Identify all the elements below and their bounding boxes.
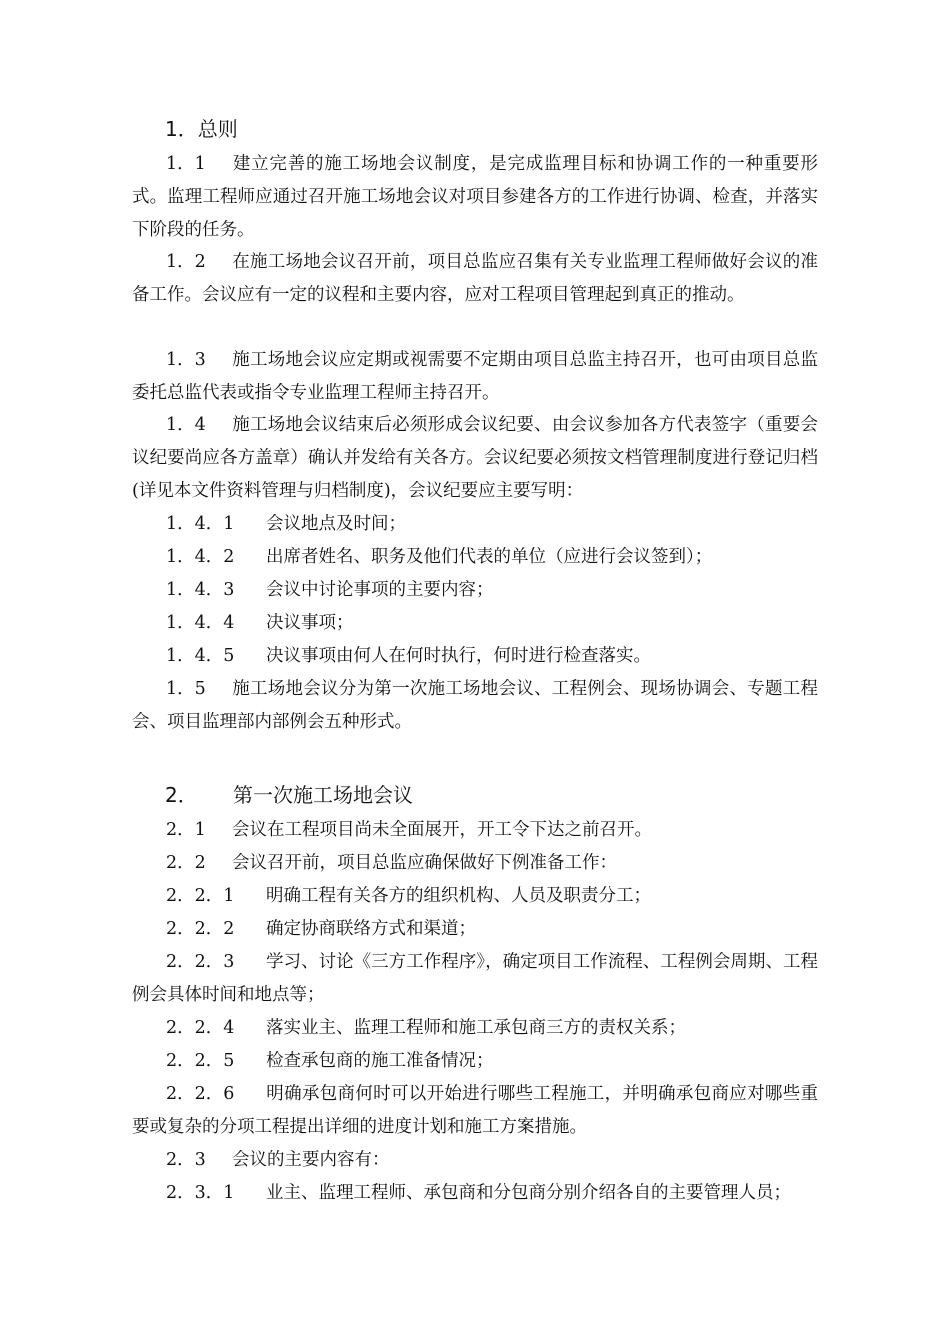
clause-number: 1．4．5	[166, 646, 235, 666]
clause-text: 建立完善的施工场地会议制度，是完成监理目标和协调工作的一种重要形式。监理工程师应通过召开施工场地会议对项目参建各方的工作进行协调、检查，并落实下阶段的任务。	[132, 154, 818, 240]
paragraph-2-2	[132, 847, 818, 880]
paragraph-1-4-3	[132, 574, 818, 607]
clause-number: 1．1	[166, 154, 206, 174]
clause-number: 1．4．2	[166, 547, 235, 567]
clause-text: 会议地点及时间；	[266, 514, 406, 534]
paragraph-1-4	[132, 409, 818, 508]
clause-text: 检查承包商的施工准备情况；	[266, 1051, 494, 1071]
section-title: 总则	[197, 117, 238, 141]
paragraph-2-2-6	[132, 1078, 818, 1144]
clause-text: 学习、讨论《三方工作程序》，确定项目工作流程、工程例会周期、工程例会具体时间和地点等；	[132, 952, 818, 1005]
clause-text: 在施工场地会议召开前，项目总监应召集有关专业监理工程师做好会议的准备工作。会议应有一定的议程和主要内容，应对工程项目管理起到真正的推动。	[132, 252, 818, 305]
clause-number: 2．2．6	[166, 1084, 235, 1104]
clause-number: 2．2．5	[166, 1051, 235, 1071]
paragraph-1-4-1	[132, 508, 818, 541]
clause-number: 2．3．1	[166, 1183, 235, 1203]
paragraph-1-4-2	[132, 541, 818, 574]
clause-text: 施工场地会议分为第一次施工场地会议、工程例会、现场协调会、专题工程会、项目监理部内部例会五种形式。	[132, 679, 818, 732]
paragraph-1-3	[132, 344, 818, 410]
paragraph-2-1	[132, 814, 818, 847]
clause-number: 1．4．3	[166, 580, 235, 600]
paragraph-1-5	[132, 673, 818, 739]
clause-text: 决议事项；	[266, 613, 354, 633]
paragraph-1-2	[132, 246, 818, 312]
paragraph-2-2-4	[132, 1012, 818, 1045]
paragraph-2-3	[132, 1144, 818, 1177]
clause-number: 1．2	[166, 252, 206, 272]
paragraph-1-4-4	[132, 607, 818, 640]
paragraph-2-2-2	[132, 913, 818, 946]
paragraph-2-2-5	[132, 1045, 818, 1078]
clause-number: 1．3	[166, 350, 206, 370]
clause-text: 明确工程有关各方的组织机构、人员及职责分工；	[266, 886, 651, 906]
paragraph-2-3-1	[132, 1177, 818, 1210]
clause-number: 2．2	[166, 853, 206, 873]
clause-number: 1．4．1	[166, 514, 235, 534]
clause-number: 2．3	[166, 1150, 206, 1170]
section-heading-1	[165, 116, 238, 142]
clause-text: 会议的主要内容有：	[232, 1150, 390, 1170]
clause-number: 2．2．3	[166, 952, 235, 972]
clause-number: 2．2．2	[166, 919, 235, 939]
clause-text: 出席者姓名、职务及他们代表的单位（应进行会议签到）；	[266, 547, 713, 567]
section-number: 1．	[165, 117, 198, 141]
clause-number: 2．1	[166, 820, 206, 840]
section-number: 2．	[165, 783, 198, 807]
clause-text: 施工场地会议应定期或视需要不定期由项目总监主持召开，也可由项目总监委托总监代表或指令专业监理工程师主持召开。	[132, 350, 818, 403]
section-title: 第一次施工场地会议	[233, 783, 413, 807]
paragraph-1-1	[132, 148, 818, 247]
clause-text: 业主、监理工程师、承包商和分包商分别介绍各自的主要管理人员；	[266, 1183, 791, 1203]
clause-number: 1．5	[166, 679, 206, 699]
clause-number: 2．2．1	[166, 886, 235, 906]
paragraph-2-2-1	[132, 880, 818, 913]
clause-text: 施工场地会议结束后必须形成会议纪要、由会议参加各方代表签字（重要会议纪要尚应各方盖章）确认并发给有关各方。会议纪要必须按文档管理制度进行登记归档(详见本文件资料管理与归档制度)，会议纪要应主要写明：	[132, 415, 818, 501]
clause-text: 落实业主、监理工程师和施工承包商三方的责权关系；	[266, 1018, 686, 1038]
paragraph-2-2-3	[132, 946, 818, 1012]
clause-text: 会议在工程项目尚未全面展开，开工令下达之前召开。	[232, 820, 652, 840]
clause-number: 1．4	[166, 415, 206, 435]
section-heading-2	[165, 782, 413, 808]
clause-number: 1．4．4	[166, 613, 235, 633]
clause-text: 会议中讨论事项的主要内容；	[266, 580, 494, 600]
clause-text: 明确承包商何时可以开始进行哪些工程施工，并明确承包商应对哪些重要或复杂的分项工程提出详细的进度计划和施工方案措施。	[132, 1084, 818, 1137]
clause-text: 决议事项由何人在何时执行，何时进行检查落实。	[266, 646, 651, 666]
clause-text: 确定协商联络方式和渠道；	[266, 919, 476, 939]
paragraph-1-4-5	[132, 640, 818, 673]
clause-text: 会议召开前，项目总监应确保做好下例准备工作：	[232, 853, 617, 873]
clause-number: 2．2．4	[166, 1018, 235, 1038]
